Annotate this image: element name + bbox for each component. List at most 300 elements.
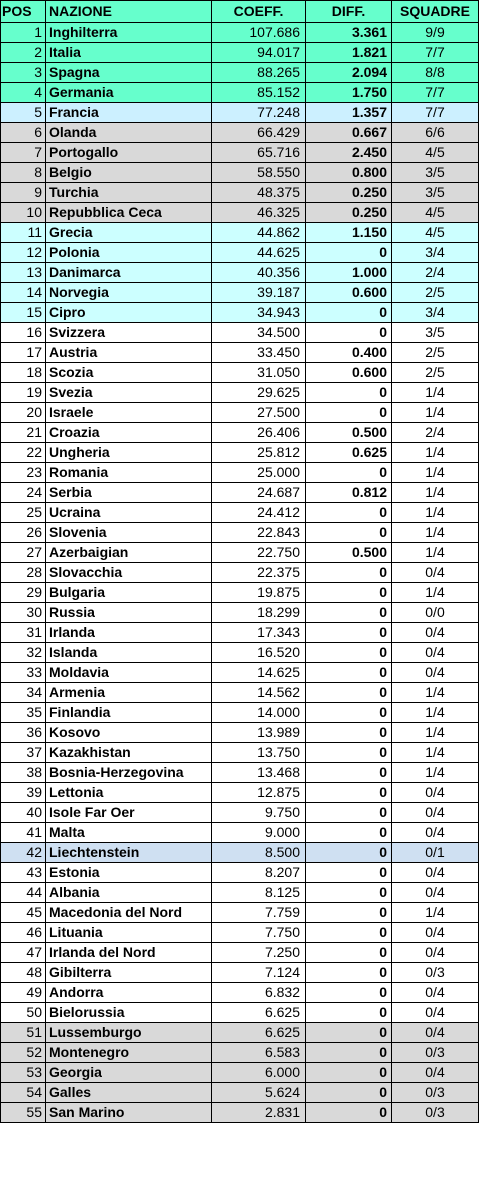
table-row (1, 483, 479, 503)
row-teams: 1/4 (392, 683, 479, 703)
row-pos: 43 (1, 863, 46, 883)
row-nation: Svezia (46, 383, 212, 403)
row-diff: 0.500 (306, 543, 392, 563)
row-coeff: 14.625 (212, 663, 306, 683)
table-row (1, 283, 479, 303)
table-row (1, 383, 479, 403)
table-row (1, 683, 479, 703)
row-teams: 0/0 (392, 603, 479, 623)
row-coeff: 88.265 (212, 63, 306, 83)
row-coeff: 25.000 (212, 463, 306, 483)
header-coeff: COEFF. (212, 1, 306, 23)
row-nation: Italia (46, 43, 212, 63)
row-diff: 0 (306, 1063, 392, 1083)
table-row (1, 443, 479, 463)
row-pos: 52 (1, 1043, 46, 1063)
table-row (1, 883, 479, 903)
row-nation: Slovacchia (46, 563, 212, 583)
row-nation: Georgia (46, 1063, 212, 1083)
table-row (1, 663, 479, 683)
row-pos: 46 (1, 923, 46, 943)
row-teams: 0/4 (392, 1023, 479, 1043)
row-coeff: 7.250 (212, 943, 306, 963)
row-pos: 40 (1, 803, 46, 823)
row-pos: 53 (1, 1063, 46, 1083)
row-diff: 0.600 (306, 363, 392, 383)
row-coeff: 18.299 (212, 603, 306, 623)
row-nation: Armenia (46, 683, 212, 703)
row-nation: Bielorussia (46, 1003, 212, 1023)
table-row (1, 523, 479, 543)
row-coeff: 31.050 (212, 363, 306, 383)
row-coeff: 5.624 (212, 1083, 306, 1103)
row-teams: 0/4 (392, 783, 479, 803)
row-coeff: 7.124 (212, 963, 306, 983)
row-diff: 0 (306, 923, 392, 943)
table-row (1, 423, 479, 443)
row-nation: Islanda (46, 643, 212, 663)
row-diff: 1.821 (306, 43, 392, 63)
row-diff: 0 (306, 303, 392, 323)
row-pos: 2 (1, 43, 46, 63)
row-coeff: 2.831 (212, 1103, 306, 1123)
row-diff: 0 (306, 963, 392, 983)
row-teams: 2/5 (392, 343, 479, 363)
table-row (1, 363, 479, 383)
row-nation: Moldavia (46, 663, 212, 683)
row-teams: 0/4 (392, 883, 479, 903)
row-coeff: 14.000 (212, 703, 306, 723)
row-diff: 0 (306, 723, 392, 743)
row-pos: 50 (1, 1003, 46, 1023)
row-coeff: 6.000 (212, 1063, 306, 1083)
row-pos: 42 (1, 843, 46, 863)
row-teams: 1/4 (392, 703, 479, 723)
row-nation: Lettonia (46, 783, 212, 803)
row-nation: Cipro (46, 303, 212, 323)
row-coeff: 6.625 (212, 1023, 306, 1043)
row-pos: 51 (1, 1023, 46, 1043)
row-coeff: 12.875 (212, 783, 306, 803)
row-coeff: 34.943 (212, 303, 306, 323)
row-coeff: 7.750 (212, 923, 306, 943)
row-pos: 24 (1, 483, 46, 503)
row-diff: 0 (306, 763, 392, 783)
row-nation: Grecia (46, 223, 212, 243)
row-diff: 1.000 (306, 263, 392, 283)
row-diff: 0 (306, 243, 392, 263)
table-row (1, 43, 479, 63)
row-coeff: 85.152 (212, 83, 306, 103)
row-teams: 0/1 (392, 843, 479, 863)
row-nation: Azerbaigian (46, 543, 212, 563)
row-pos: 38 (1, 763, 46, 783)
row-pos: 13 (1, 263, 46, 283)
table-row (1, 143, 479, 163)
row-teams: 4/5 (392, 143, 479, 163)
row-coeff: 34.500 (212, 323, 306, 343)
row-diff: 0 (306, 743, 392, 763)
row-diff: 0.667 (306, 123, 392, 143)
row-teams: 1/4 (392, 543, 479, 563)
row-teams: 3/4 (392, 243, 479, 263)
row-coeff: 27.500 (212, 403, 306, 423)
table-row (1, 723, 479, 743)
row-nation: Estonia (46, 863, 212, 883)
row-teams: 1/4 (392, 583, 479, 603)
table-row (1, 463, 479, 483)
row-nation: Israele (46, 403, 212, 423)
header-pos: POS (1, 1, 46, 23)
row-pos: 39 (1, 783, 46, 803)
row-pos: 32 (1, 643, 46, 663)
row-nation: Portogallo (46, 143, 212, 163)
row-teams: 0/4 (392, 803, 479, 823)
header-row (1, 1, 479, 23)
row-coeff: 22.843 (212, 523, 306, 543)
row-teams: 0/4 (392, 643, 479, 663)
row-pos: 36 (1, 723, 46, 743)
table-row (1, 843, 479, 863)
table-row (1, 1083, 479, 1103)
row-coeff: 16.520 (212, 643, 306, 663)
row-nation: Svizzera (46, 323, 212, 343)
row-nation: Russia (46, 603, 212, 623)
row-teams: 0/3 (392, 1083, 479, 1103)
row-coeff: 26.406 (212, 423, 306, 443)
row-pos: 30 (1, 603, 46, 623)
row-diff: 2.450 (306, 143, 392, 163)
table-row (1, 803, 479, 823)
row-nation: Serbia (46, 483, 212, 503)
row-coeff: 25.812 (212, 443, 306, 463)
row-diff: 1.357 (306, 103, 392, 123)
row-teams: 6/6 (392, 123, 479, 143)
row-diff: 1.750 (306, 83, 392, 103)
row-diff: 3.361 (306, 23, 392, 43)
row-teams: 1/4 (392, 383, 479, 403)
row-diff: 0 (306, 983, 392, 1003)
row-pos: 1 (1, 23, 46, 43)
table-row (1, 163, 479, 183)
row-diff: 0.400 (306, 343, 392, 363)
row-coeff: 8.125 (212, 883, 306, 903)
row-pos: 20 (1, 403, 46, 423)
row-diff: 0 (306, 403, 392, 423)
row-teams: 2/5 (392, 363, 479, 383)
row-coeff: 22.750 (212, 543, 306, 563)
row-pos: 7 (1, 143, 46, 163)
row-coeff: 65.716 (212, 143, 306, 163)
row-coeff: 39.187 (212, 283, 306, 303)
row-coeff: 29.625 (212, 383, 306, 403)
row-diff: 0 (306, 643, 392, 663)
row-teams: 0/4 (392, 863, 479, 883)
row-diff: 0 (306, 823, 392, 843)
row-pos: 22 (1, 443, 46, 463)
row-nation: Kazakhistan (46, 743, 212, 763)
table-row (1, 1003, 479, 1023)
row-pos: 49 (1, 983, 46, 1003)
row-teams: 1/4 (392, 463, 479, 483)
row-coeff: 48.375 (212, 183, 306, 203)
table-row (1, 83, 479, 103)
table-row (1, 943, 479, 963)
table-row (1, 963, 479, 983)
table-body (1, 23, 479, 1123)
table-row (1, 403, 479, 423)
row-teams: 7/7 (392, 43, 479, 63)
row-pos: 8 (1, 163, 46, 183)
row-coeff: 13.989 (212, 723, 306, 743)
table-row (1, 183, 479, 203)
table-row (1, 783, 479, 803)
row-diff: 0 (306, 383, 392, 403)
row-nation: Romania (46, 463, 212, 483)
row-nation: Macedonia del Nord (46, 903, 212, 923)
row-teams: 3/4 (392, 303, 479, 323)
table-row (1, 223, 479, 243)
row-nation: Danimarca (46, 263, 212, 283)
row-teams: 3/5 (392, 183, 479, 203)
row-coeff: 13.468 (212, 763, 306, 783)
row-nation: Inghilterra (46, 23, 212, 43)
row-diff: 0.600 (306, 283, 392, 303)
row-coeff: 66.429 (212, 123, 306, 143)
row-diff: 0 (306, 703, 392, 723)
row-coeff: 19.875 (212, 583, 306, 603)
row-pos: 16 (1, 323, 46, 343)
table-row (1, 743, 479, 763)
table-row (1, 1063, 479, 1083)
row-nation: Andorra (46, 983, 212, 1003)
table-row (1, 103, 479, 123)
row-diff: 0 (306, 803, 392, 823)
row-teams: 0/4 (392, 1063, 479, 1083)
row-pos: 54 (1, 1083, 46, 1103)
row-coeff: 94.017 (212, 43, 306, 63)
row-diff: 0.250 (306, 203, 392, 223)
row-nation: Slovenia (46, 523, 212, 543)
row-teams: 2/4 (392, 423, 479, 443)
row-nation: Kosovo (46, 723, 212, 743)
row-nation: Polonia (46, 243, 212, 263)
row-nation: Austria (46, 343, 212, 363)
table-row (1, 123, 479, 143)
row-nation: Ucraina (46, 503, 212, 523)
row-diff: 0 (306, 843, 392, 863)
row-teams: 0/4 (392, 823, 479, 843)
row-diff: 0 (306, 1023, 392, 1043)
row-nation: Norvegia (46, 283, 212, 303)
row-pos: 12 (1, 243, 46, 263)
row-pos: 19 (1, 383, 46, 403)
row-coeff: 44.862 (212, 223, 306, 243)
row-pos: 44 (1, 883, 46, 903)
row-teams: 4/5 (392, 223, 479, 243)
row-teams: 1/4 (392, 523, 479, 543)
row-coeff: 17.343 (212, 623, 306, 643)
row-diff: 0 (306, 663, 392, 683)
row-pos: 45 (1, 903, 46, 923)
row-diff: 0 (306, 463, 392, 483)
row-teams: 0/3 (392, 1043, 479, 1063)
table-row (1, 763, 479, 783)
row-nation: Repubblica Ceca (46, 203, 212, 223)
row-coeff: 33.450 (212, 343, 306, 363)
row-coeff: 13.750 (212, 743, 306, 763)
table-row (1, 623, 479, 643)
row-nation: Liechtenstein (46, 843, 212, 863)
row-diff: 0 (306, 783, 392, 803)
row-pos: 41 (1, 823, 46, 843)
row-pos: 25 (1, 503, 46, 523)
row-coeff: 6.625 (212, 1003, 306, 1023)
header-nation: NAZIONE (46, 1, 212, 23)
row-pos: 3 (1, 63, 46, 83)
row-coeff: 8.500 (212, 843, 306, 863)
row-pos: 47 (1, 943, 46, 963)
row-pos: 35 (1, 703, 46, 723)
row-pos: 9 (1, 183, 46, 203)
table-row (1, 603, 479, 623)
row-coeff: 107.686 (212, 23, 306, 43)
table-row (1, 303, 479, 323)
row-diff: 0 (306, 323, 392, 343)
row-coeff: 22.375 (212, 563, 306, 583)
row-nation: Bulgaria (46, 583, 212, 603)
row-pos: 28 (1, 563, 46, 583)
header-teams: SQUADRE (392, 1, 479, 23)
row-pos: 14 (1, 283, 46, 303)
row-coeff: 40.356 (212, 263, 306, 283)
row-pos: 6 (1, 123, 46, 143)
row-nation: Croazia (46, 423, 212, 443)
row-coeff: 9.000 (212, 823, 306, 843)
row-teams: 0/4 (392, 663, 479, 683)
row-nation: Lituania (46, 923, 212, 943)
row-nation: Bosnia-Herzegovina (46, 763, 212, 783)
row-pos: 18 (1, 363, 46, 383)
table-row (1, 583, 479, 603)
row-coeff: 8.207 (212, 863, 306, 883)
table-row (1, 503, 479, 523)
row-diff: 0 (306, 523, 392, 543)
row-nation: Irlanda (46, 623, 212, 643)
row-teams: 0/3 (392, 1103, 479, 1123)
row-teams: 0/4 (392, 943, 479, 963)
row-diff: 0 (306, 903, 392, 923)
row-teams: 1/4 (392, 483, 479, 503)
row-nation: Spagna (46, 63, 212, 83)
row-teams: 0/4 (392, 623, 479, 643)
table-row (1, 923, 479, 943)
row-coeff: 7.759 (212, 903, 306, 923)
row-teams: 0/4 (392, 983, 479, 1003)
row-coeff: 6.583 (212, 1043, 306, 1063)
row-teams: 0/3 (392, 963, 479, 983)
table-row (1, 563, 479, 583)
row-pos: 55 (1, 1103, 46, 1123)
row-coeff: 24.687 (212, 483, 306, 503)
row-teams: 1/4 (392, 443, 479, 463)
row-nation: Isole Far Oer (46, 803, 212, 823)
row-pos: 29 (1, 583, 46, 603)
row-diff: 0 (306, 623, 392, 643)
row-diff: 0.812 (306, 483, 392, 503)
table-row (1, 203, 479, 223)
row-teams: 9/9 (392, 23, 479, 43)
table-row (1, 1043, 479, 1063)
row-pos: 34 (1, 683, 46, 703)
table-row (1, 343, 479, 363)
table-row (1, 863, 479, 883)
row-diff: 0 (306, 1003, 392, 1023)
table-row (1, 823, 479, 843)
table-row (1, 903, 479, 923)
row-coeff: 46.325 (212, 203, 306, 223)
row-diff: 0 (306, 1103, 392, 1123)
row-teams: 1/4 (392, 403, 479, 423)
row-diff: 0 (306, 563, 392, 583)
table-row (1, 1103, 479, 1123)
row-nation: Gibilterra (46, 963, 212, 983)
row-pos: 31 (1, 623, 46, 643)
row-nation: Belgio (46, 163, 212, 183)
row-nation: Galles (46, 1083, 212, 1103)
row-teams: 3/5 (392, 163, 479, 183)
row-teams: 1/4 (392, 723, 479, 743)
row-teams: 0/4 (392, 1003, 479, 1023)
row-coeff: 14.562 (212, 683, 306, 703)
table-row (1, 643, 479, 663)
table-row (1, 703, 479, 723)
row-nation: Albania (46, 883, 212, 903)
row-pos: 17 (1, 343, 46, 363)
row-coeff: 9.750 (212, 803, 306, 823)
row-nation: Montenegro (46, 1043, 212, 1063)
table-row (1, 23, 479, 43)
row-teams: 1/4 (392, 903, 479, 923)
row-teams: 1/4 (392, 503, 479, 523)
row-nation: Lussemburgo (46, 1023, 212, 1043)
row-nation: San Marino (46, 1103, 212, 1123)
row-pos: 33 (1, 663, 46, 683)
row-teams: 2/4 (392, 263, 479, 283)
row-pos: 37 (1, 743, 46, 763)
row-pos: 5 (1, 103, 46, 123)
row-pos: 48 (1, 963, 46, 983)
row-diff: 0.500 (306, 423, 392, 443)
row-teams: 1/4 (392, 743, 479, 763)
row-nation: Finlandia (46, 703, 212, 723)
row-coeff: 77.248 (212, 103, 306, 123)
row-nation: Francia (46, 103, 212, 123)
row-teams: 1/4 (392, 763, 479, 783)
row-coeff: 24.412 (212, 503, 306, 523)
row-diff: 0.250 (306, 183, 392, 203)
row-teams: 0/4 (392, 563, 479, 583)
row-diff: 0 (306, 583, 392, 603)
row-teams: 0/4 (392, 923, 479, 943)
row-diff: 0 (306, 503, 392, 523)
row-nation: Ungheria (46, 443, 212, 463)
table-row (1, 983, 479, 1003)
row-pos: 27 (1, 543, 46, 563)
row-nation: Turchia (46, 183, 212, 203)
row-teams: 2/5 (392, 283, 479, 303)
row-diff: 0 (306, 883, 392, 903)
